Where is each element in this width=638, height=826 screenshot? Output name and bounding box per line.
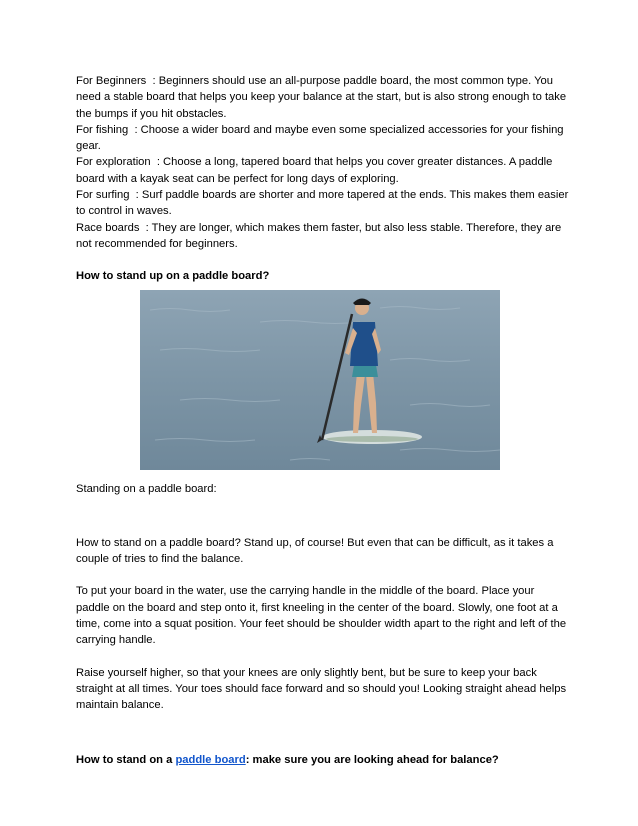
heading-prefix: How to stand on a bbox=[76, 753, 176, 766]
surfing-paragraph: For surfing : Surf paddle boards are shorter and more tapered at the ends. This makes them easier to control in waves. bbox=[76, 189, 572, 218]
paddle-board-photo bbox=[140, 290, 500, 470]
image-caption: Standing on a paddle board: bbox=[76, 482, 217, 495]
exploration-paragraph: For exploration : Choose a long, tapered board that helps you cover greater distances. A paddle board with a kayak seat can be perfect for long days of exploring. bbox=[76, 156, 556, 185]
beginners-paragraph: For Beginners : Beginners should use an all-purpose paddle board, the most common type. You need a stable board that helps you keep your balance at the start, but is also strong enough to take the bumps if you hit obstacles. bbox=[76, 75, 570, 120]
fishing-paragraph: For fishing : Choose a wider board and maybe even some specialized accessories for your fishing gear. bbox=[76, 123, 567, 153]
paddle-board-link[interactable]: paddle board bbox=[175, 753, 246, 766]
intro-stand-paragraph: How to stand on a paddle board? Stand up, of course! But even that can be difficult, as it takes a couple of tries to find the balance. bbox=[76, 536, 557, 566]
paddleboarder-illustration bbox=[140, 290, 500, 470]
swimwear bbox=[352, 365, 378, 377]
section-heading-stand-up: How to stand up on a paddle board? bbox=[76, 270, 270, 283]
race-boards-paragraph: Race boards : They are longer, which makes them faster, but also less stable. Therefore, they are not recommended for beginners. bbox=[76, 221, 565, 250]
life-vest bbox=[350, 322, 378, 366]
board-in-water-paragraph: To put your board in the water, use the carrying handle in the middle of the board. Place your paddle on the board and step onto it, first kneeling in the center of the board. Slowly, one foot at a time, come into a squat position. Your feet should be shoulder width apart to the right and left of the carrying handle. bbox=[76, 585, 570, 647]
raise-higher-paragraph: Raise yourself higher, so that your knees are only slightly bent, but be sure to keep your back straight at all times. Your toes should face forward and so should you! Looking straight ahead helps maintain balance. bbox=[76, 666, 570, 712]
heading-suffix: : make sure you are looking ahead for balance? bbox=[245, 753, 499, 766]
section-heading-balance bbox=[76, 752, 570, 768]
